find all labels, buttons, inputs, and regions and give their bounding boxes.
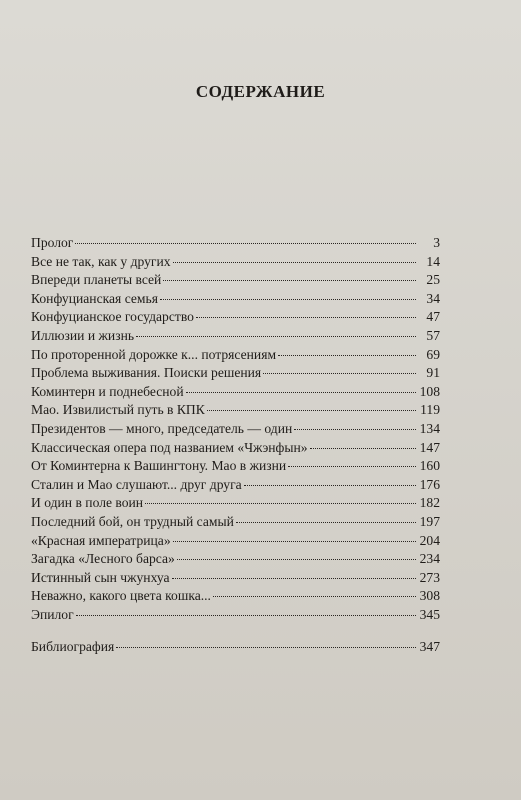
toc-entry (31, 346, 440, 365)
toc-entry-page: 25 (426, 272, 440, 288)
dot-leader (294, 429, 416, 430)
toc-entry-title: Классическая опера под названием «Чжэнфын» (31, 439, 308, 455)
toc-entry-title: И один в поле воин (31, 495, 144, 511)
toc-entry (31, 550, 440, 569)
toc-entry-page: 182 (419, 495, 440, 511)
dot-leader (172, 578, 417, 579)
toc-entry-page: 134 (419, 420, 440, 436)
toc-entry-page: 160 (419, 458, 440, 474)
toc-entry-page: 273 (419, 569, 440, 585)
toc-entry-title: Все не так, как у других (31, 253, 171, 269)
toc-entry-page: 308 (419, 588, 440, 604)
toc-entry-title: Конфуцианская семья (31, 290, 158, 306)
toc-entry (31, 290, 440, 309)
toc-entry-title: Конфуцианское государство (31, 309, 194, 325)
dot-leader (213, 596, 416, 597)
toc-entry-title: Мао. Извилистый путь в КПК (31, 402, 205, 418)
dot-leader (76, 615, 416, 616)
toc-entry-page: 347 (419, 639, 440, 655)
toc-entry (31, 401, 440, 420)
table-of-contents (31, 234, 440, 657)
toc-entry-page: 69 (426, 346, 440, 362)
dot-leader (288, 466, 416, 467)
toc-entry (31, 253, 440, 272)
dot-leader (145, 503, 416, 504)
toc-entry-title: Неважно, какого цвета кошка... (31, 588, 211, 604)
toc-entry-page: 197 (419, 513, 440, 529)
dot-leader (177, 559, 416, 560)
page-title: СОДЕРЖАНИЕ (195, 82, 326, 101)
toc-entry-title: Президентов — много, председатель — один (31, 420, 293, 436)
toc-entry-title: Библиография (31, 639, 115, 655)
toc-entry (31, 513, 440, 532)
toc-entry (31, 308, 440, 327)
toc-entries (31, 234, 440, 624)
dot-leader (196, 317, 416, 318)
dot-leader (136, 336, 416, 337)
toc-entry (31, 420, 440, 439)
dot-leader (278, 355, 416, 356)
dot-leader (263, 373, 416, 374)
dot-leader (244, 485, 416, 486)
toc-entry-page: 204 (419, 532, 440, 548)
dot-leader (160, 299, 416, 300)
toc-entry (31, 327, 440, 346)
dot-leader (310, 448, 416, 449)
toc-entry-page: 47 (426, 309, 440, 325)
toc-entry-page: 234 (419, 551, 440, 567)
dot-leader (207, 410, 416, 411)
toc-entry-title: Проблема выживания. Поиски решения (31, 365, 262, 381)
toc-entry-bibliography (31, 638, 440, 657)
dot-leader (163, 280, 416, 281)
dot-leader (236, 522, 416, 523)
toc-entry-page: 34 (426, 290, 440, 306)
toc-entry (31, 494, 440, 513)
toc-entry-title: Коминтерн и поднебесной (31, 383, 184, 399)
toc-entry-title: Истинный сын чжунхуа (31, 569, 170, 585)
toc-entry (31, 569, 440, 588)
toc-entry (31, 457, 440, 476)
toc-entry-title: Эпилог (31, 606, 74, 622)
dot-leader (116, 647, 416, 648)
toc-entry (31, 439, 440, 458)
toc-entry-title: От Коминтерна к Вашингтону. Мао в жизни (31, 458, 287, 474)
toc-entry-page: 91 (426, 365, 440, 381)
toc-entry-title: Впереди планеты всей (31, 272, 162, 288)
toc-entry (31, 383, 440, 402)
toc-entry-page: 108 (419, 383, 440, 399)
toc-entry (31, 532, 440, 551)
toc-entry-page: 119 (420, 402, 440, 418)
toc-entry-page: 3 (433, 235, 440, 250)
dot-leader (75, 243, 416, 244)
dot-leader (173, 541, 416, 542)
dot-leader (186, 392, 416, 393)
toc-entry-page: 14 (426, 253, 440, 269)
toc-entry-title: Иллюзии и жизнь (31, 327, 135, 343)
toc-entry-page: 57 (426, 327, 440, 343)
toc-entry-page: 345 (419, 606, 440, 622)
toc-entry-title: Пролог (31, 235, 74, 250)
toc-gap (31, 624, 440, 638)
toc-entry (31, 364, 440, 383)
toc-entry (31, 476, 440, 495)
toc-entry-title: Последний бой, он трудный самый (31, 513, 234, 529)
toc-entry (31, 271, 440, 290)
toc-entry-title: «Красная императрица» (31, 532, 171, 548)
toc-entry-page: 147 (419, 439, 440, 455)
toc-entry-title: По проторенной дорожке к... потрясениям (31, 346, 277, 362)
dot-leader (173, 262, 416, 263)
toc-entry (31, 234, 440, 253)
toc-entry-title: Загадка «Лесного барса» (31, 551, 175, 567)
toc-entry-page: 176 (419, 476, 440, 492)
toc-entry (31, 606, 440, 625)
toc-entry-title: Сталин и Мао слушают... друг друга (31, 476, 242, 492)
toc-entry (31, 587, 440, 606)
